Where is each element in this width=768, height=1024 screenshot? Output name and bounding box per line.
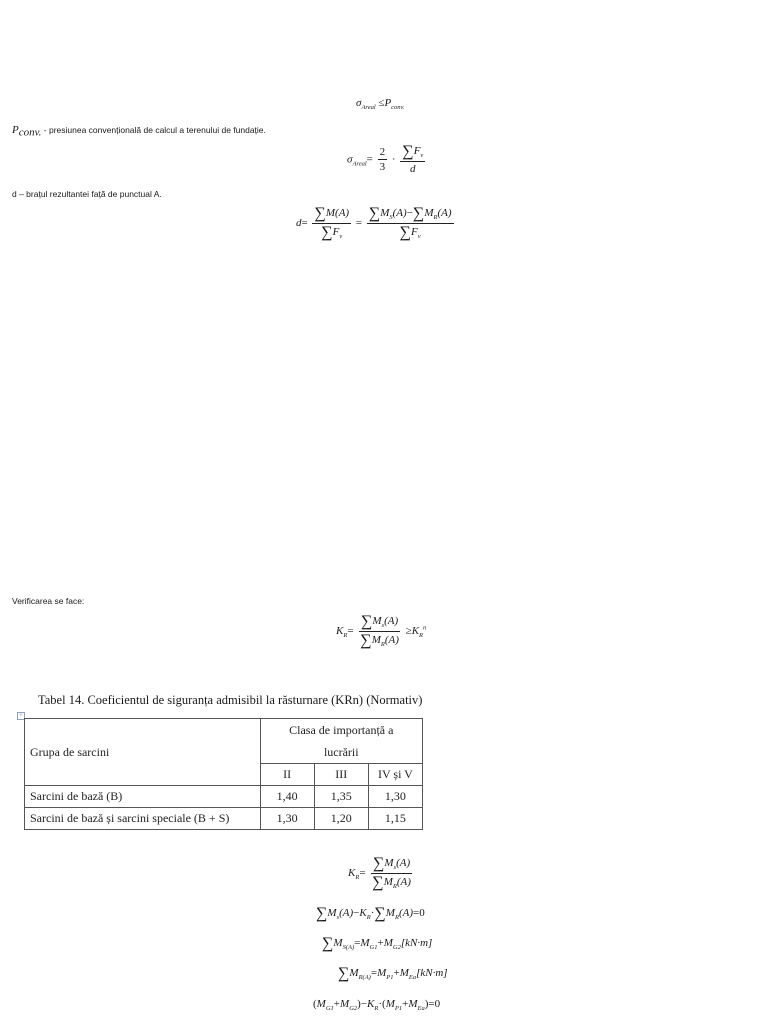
cell-value: 1,40 [260, 786, 314, 808]
table-row [25, 786, 423, 808]
equation-sigma-areal: $\sigma_{Areal}=$ $\frac{2}{3}$ · $\frac{\sum F_v}{d}$ [347, 143, 424, 175]
cell-value: 1,15 [368, 808, 422, 830]
cell-value: 1,35 [314, 786, 368, 808]
table-header-row [25, 719, 423, 742]
table-caption: Tabel 14. Coeficientul de siguranța admisibil la răsturnare (KRn) (Normativ) [38, 693, 423, 707]
cell-value: 1,30 [368, 786, 422, 808]
equation-ms-sum: $\sum M_{S(A)}=M_{G1}+M_{G2}[kN\cdot m]$ [322, 935, 433, 952]
equation-kr-condition: $K_R=$ $\frac{\sum M_s(A)}{\sum M_R(A)}$ $\ge K_R^n$ [336, 613, 427, 649]
header-col-iv-v: IV și V [368, 764, 422, 786]
table-move-handle-icon[interactable]: + [17, 712, 25, 720]
cell-value: 1,20 [314, 808, 368, 830]
table-row [25, 808, 423, 830]
cell-value: 1,30 [260, 808, 314, 830]
definition-d: d – brațul rezultantei față de punctual A. [12, 189, 162, 199]
header-col-ii: II [260, 764, 314, 786]
header-class-line2: lucrării [260, 741, 422, 764]
equation-mr-sum: $\sum M_{R(A)}=M_{P1}+M_{Ea}[kN\cdot m]$ [338, 965, 448, 982]
definition-p-conv: $P_{conv.}$ - presiunea convențională de calcul a terenului de fundație. [12, 124, 266, 139]
row-label: Sarcini de bază (B) [25, 786, 261, 808]
header-col-iii: III [314, 764, 368, 786]
equation-balance: $\sum M_s(A)-K_R\cdot\sum M_R(A)=0$ [316, 905, 425, 922]
verification-label: Verificarea se face: [12, 596, 85, 606]
header-class-line1: Clasa de importanță a [260, 719, 422, 742]
equation-d: d= $\frac{\sum M(A)}{\sum F_v}$ = $\frac{\sum M_S(A)-\sum M_R(A)}{\sum F_v}$ [296, 205, 452, 241]
equation-final: $(M_{G1}+M_{G2})-K_R\cdot(M_{P1}+M_{Ea})=0$ [313, 998, 441, 1013]
safety-coefficient-table [24, 718, 423, 830]
row-label: Sarcini de bază și sarcini speciale (B + S) [25, 808, 261, 830]
equation-sigma-limit: $\sigma_{Areal} \le P_{conv.}$ [356, 97, 405, 112]
equation-kr: $K_R=$ $\frac{\sum M_s(A)}{\sum M_R(A)}$ [348, 855, 411, 891]
header-group: Grupa de sarcini [25, 719, 261, 786]
